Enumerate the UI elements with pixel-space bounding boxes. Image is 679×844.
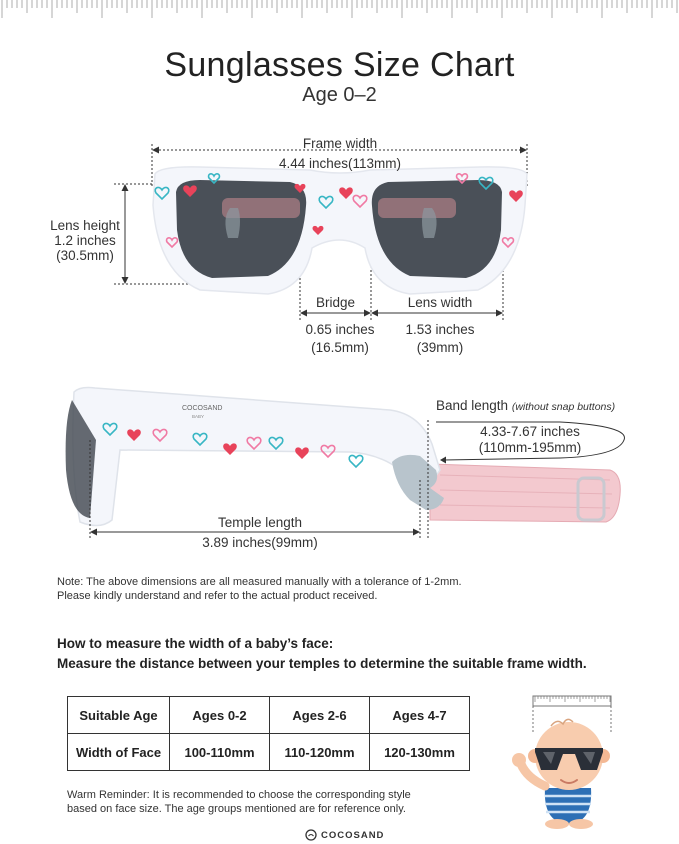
warm-reminder: Warm Reminder: It is recommended to choose the corresponding style based on face size. The age groups mentioned are for reference only. bbox=[67, 789, 411, 815]
table-cell: Suitable Age bbox=[68, 697, 170, 734]
table-cell: Ages 2-6 bbox=[270, 697, 370, 734]
temple-brand-sub-text: BABY bbox=[192, 414, 205, 419]
lens-width-mm: (39mm) bbox=[416, 340, 464, 355]
footer-brand-text: COCOSAND bbox=[321, 829, 385, 841]
table-row bbox=[68, 734, 470, 771]
tolerance-note: Note: The above dimensions are all measured manually with a tolerance of 1-2mm. Please kindly understand and refer to the actual product received. bbox=[57, 576, 462, 602]
frame-width-value: 4.44 inches(113mm) bbox=[278, 156, 402, 171]
bridge-label: Bridge bbox=[315, 295, 356, 310]
cocosand-logo-icon bbox=[305, 829, 317, 841]
temple-brand-text: COCOSAND bbox=[182, 405, 223, 412]
frame-width-label: Frame width bbox=[302, 136, 378, 151]
lens-height-inches: 1.2 inches bbox=[54, 233, 116, 248]
size-table bbox=[67, 696, 470, 771]
table-cell: 110-120mm bbox=[270, 734, 370, 771]
page-title: Sunglasses Size Chart bbox=[164, 46, 515, 84]
lens-width-label: Lens width bbox=[407, 295, 473, 310]
band-length-inches: 4.33-7.67 inches bbox=[480, 424, 580, 439]
lens-width-inches: 1.53 inches bbox=[405, 322, 475, 337]
baby-with-sunglasses-icon bbox=[505, 690, 625, 830]
band-length-note: (without snap buttons) bbox=[511, 401, 616, 413]
measure-heading: How to measure the width of a baby’s face: bbox=[57, 636, 334, 651]
band-length-mm: (110mm-195mm) bbox=[478, 440, 582, 455]
lens-height-mm: (30.5mm) bbox=[56, 248, 114, 263]
footer-brand bbox=[305, 828, 384, 842]
band-length-label: Band length (without snap buttons) bbox=[436, 398, 616, 413]
bridge-mm: (16.5mm) bbox=[311, 340, 369, 355]
temple-length-value: 3.89 inches(99mm) bbox=[202, 535, 318, 550]
bridge-inches: 0.65 inches bbox=[305, 322, 375, 337]
lens-height-label: Lens height bbox=[50, 218, 120, 233]
page-subtitle: Age 0–2 bbox=[302, 84, 377, 106]
table-cell: Ages 0-2 bbox=[170, 697, 270, 734]
table-cell: Width of Face bbox=[68, 734, 170, 771]
table-row bbox=[68, 697, 470, 734]
measure-instruction: Measure the distance between your temples to determine the suitable frame width. bbox=[57, 656, 587, 671]
table-cell: 100-110mm bbox=[170, 734, 270, 771]
table-cell: Ages 4-7 bbox=[370, 697, 470, 734]
sunglasses-front-icon bbox=[153, 167, 527, 294]
temple-length-label: Temple length bbox=[217, 515, 303, 530]
top-ruler bbox=[0, 0, 679, 24]
table-cell: 120-130mm bbox=[370, 734, 470, 771]
